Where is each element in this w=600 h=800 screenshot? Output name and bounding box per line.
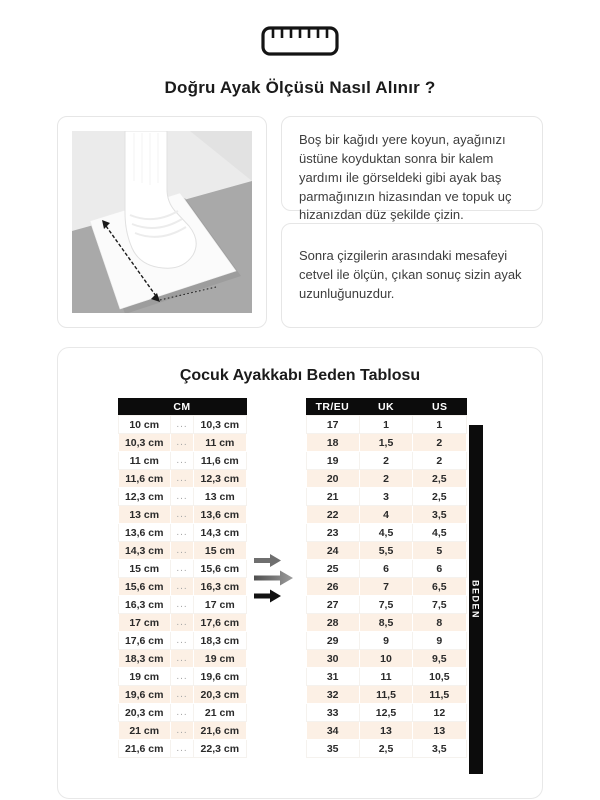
size-value-uk: 11 — [359, 668, 412, 686]
cm-max-value: 17 cm — [194, 596, 246, 614]
size-table-header — [306, 398, 467, 415]
range-dots: ... — [170, 416, 193, 434]
cm-max-value: 21,6 cm — [194, 722, 246, 740]
size-table-row — [306, 704, 466, 722]
cm-table-row — [118, 740, 246, 758]
size-value-tr-eu: 19 — [306, 452, 359, 470]
cm-table-row — [118, 686, 246, 704]
beden-side-label: BEDEN — [470, 579, 481, 619]
size-table-row — [306, 668, 466, 686]
size-table-block — [306, 398, 483, 774]
size-value-uk: 9 — [359, 632, 412, 650]
size-value-uk: 4,5 — [359, 524, 412, 542]
size-value-uk: 7,5 — [359, 596, 412, 614]
size-value-us: 4,5 — [413, 524, 466, 542]
ruler-icon — [261, 26, 339, 61]
cm-table-header: CM — [118, 398, 247, 415]
cm-table-row — [118, 650, 246, 668]
foot-measurement-photo — [72, 300, 252, 317]
size-value-us: 6,5 — [413, 578, 466, 596]
cm-max-value: 15 cm — [194, 542, 246, 560]
size-value-tr-eu: 17 — [306, 416, 359, 434]
size-value-uk: 12,5 — [359, 704, 412, 722]
cm-table-body — [118, 416, 246, 758]
size-value-us: 1 — [413, 416, 466, 434]
size-table-row — [306, 488, 466, 506]
cm-table — [118, 415, 247, 758]
range-dots: ... — [170, 704, 193, 722]
size-value-us: 11,5 — [413, 686, 466, 704]
size-table-row — [306, 722, 466, 740]
measurement-photo-card — [57, 116, 267, 328]
size-value-us: 2,5 — [413, 470, 466, 488]
size-value-tr-eu: 20 — [306, 470, 359, 488]
size-value-us: 9,5 — [413, 650, 466, 668]
range-dots: ... — [170, 740, 193, 758]
cm-table-row — [118, 704, 246, 722]
size-value-tr-eu: 23 — [306, 524, 359, 542]
size-table-row — [306, 524, 466, 542]
page-title: Doğru Ayak Ölçüsü Nasıl Alınır ? — [164, 78, 436, 97]
size-table-row — [306, 614, 466, 632]
cm-max-value: 15,6 cm — [194, 560, 246, 578]
cm-table-row — [118, 434, 246, 452]
cm-min-value: 17,6 cm — [118, 632, 170, 650]
range-dots: ... — [170, 686, 193, 704]
size-value-uk: 10 — [359, 650, 412, 668]
size-table-header-us: US — [431, 400, 448, 413]
size-value-us: 13 — [413, 722, 466, 740]
size-value-us: 5 — [413, 542, 466, 560]
beden-side-bar — [469, 425, 483, 774]
size-table-row — [306, 632, 466, 650]
size-value-tr-eu: 22 — [306, 506, 359, 524]
arrows-column — [247, 550, 306, 611]
size-table-row — [306, 452, 466, 470]
size-value-uk: 1,5 — [359, 434, 412, 452]
size-value-tr-eu: 33 — [306, 704, 359, 722]
cm-table-row — [118, 560, 246, 578]
size-table-row — [306, 470, 466, 488]
size-table-header-uk: UK — [378, 400, 394, 413]
range-dots: ... — [170, 668, 193, 686]
cm-min-value: 13 cm — [118, 506, 170, 524]
cm-table-row — [118, 542, 246, 560]
cm-min-value: 12,3 cm — [118, 488, 170, 506]
size-value-tr-eu: 35 — [306, 740, 359, 758]
size-table-row — [306, 416, 466, 434]
cm-min-value: 11,6 cm — [118, 470, 170, 488]
cm-min-value: 20,3 cm — [118, 704, 170, 722]
cm-min-value: 19 cm — [118, 668, 170, 686]
cm-max-value: 11,6 cm — [194, 452, 246, 470]
size-value-uk: 2 — [359, 452, 412, 470]
size-value-uk: 4 — [359, 506, 412, 524]
cm-table-row — [118, 614, 246, 632]
instruction-column — [281, 116, 543, 328]
size-table-row — [306, 542, 466, 560]
size-value-tr-eu: 29 — [306, 632, 359, 650]
size-value-tr-eu: 24 — [306, 542, 359, 560]
size-table-title: Çocuk Ayakkabı Beden Tablosu — [179, 367, 421, 384]
instruction-step-2: Sonra çizgilerin arasındaki mesafeyi cetvel ile ölçün, çıkan sonuç sizin ayak uzunluğunuzdur. — [281, 223, 543, 328]
header-icon-area — [0, 0, 600, 61]
size-table-header-tr-eu: TR/EU — [315, 400, 350, 413]
size-value-uk: 11,5 — [359, 686, 412, 704]
cm-max-value: 22,3 cm — [194, 740, 246, 758]
size-value-tr-eu: 18 — [306, 434, 359, 452]
size-table-row — [306, 434, 466, 452]
size-value-us: 6 — [413, 560, 466, 578]
cm-table-row — [118, 668, 246, 686]
cm-table-row — [118, 632, 246, 650]
cm-min-value: 13,6 cm — [118, 524, 170, 542]
cm-min-value: 17 cm — [118, 614, 170, 632]
size-value-uk: 2 — [359, 470, 412, 488]
cm-table-row — [118, 470, 246, 488]
size-value-us: 2 — [413, 434, 466, 452]
range-dots: ... — [170, 524, 193, 542]
size-table — [306, 415, 467, 758]
size-table-row — [306, 650, 466, 668]
cm-table-row — [118, 506, 246, 524]
size-transfer-arrows-icon — [253, 550, 299, 611]
cm-min-value: 10 cm — [118, 416, 170, 434]
size-value-us: 2,5 — [413, 488, 466, 506]
howto-section — [57, 116, 543, 328]
size-value-uk: 13 — [359, 722, 412, 740]
size-value-tr-eu: 34 — [306, 722, 359, 740]
size-value-uk: 7 — [359, 578, 412, 596]
cm-min-value: 21,6 cm — [118, 740, 170, 758]
size-table-row — [306, 596, 466, 614]
cm-min-value: 19,6 cm — [118, 686, 170, 704]
size-value-tr-eu: 21 — [306, 488, 359, 506]
cm-table-block — [118, 398, 247, 758]
cm-table-row — [118, 722, 246, 740]
cm-min-value: 21 cm — [118, 722, 170, 740]
size-value-tr-eu: 27 — [306, 596, 359, 614]
cm-max-value: 14,3 cm — [194, 524, 246, 542]
cm-max-value: 11 cm — [194, 434, 246, 452]
range-dots: ... — [170, 596, 193, 614]
size-value-us: 3,5 — [413, 740, 466, 758]
cm-max-value: 19 cm — [194, 650, 246, 668]
size-value-tr-eu: 31 — [306, 668, 359, 686]
cm-table-row — [118, 524, 246, 542]
cm-max-value: 17,6 cm — [194, 614, 246, 632]
size-table-wrap — [306, 398, 467, 758]
range-dots: ... — [170, 506, 193, 524]
cm-max-value: 12,3 cm — [194, 470, 246, 488]
cm-max-value: 10,3 cm — [194, 416, 246, 434]
cm-min-value: 14,3 cm — [118, 542, 170, 560]
cm-table-row — [118, 416, 246, 434]
tables-area — [58, 398, 542, 780]
cm-min-value: 11 cm — [118, 452, 170, 470]
cm-max-value: 21 cm — [194, 704, 246, 722]
size-value-uk: 1 — [359, 416, 412, 434]
size-value-us: 7,5 — [413, 596, 466, 614]
cm-table-row — [118, 488, 246, 506]
cm-table-row — [118, 578, 246, 596]
size-table-body — [306, 416, 466, 758]
size-value-us: 3,5 — [413, 506, 466, 524]
range-dots: ... — [170, 722, 193, 740]
size-value-tr-eu: 26 — [306, 578, 359, 596]
size-value-us: 10,5 — [413, 668, 466, 686]
cm-min-value: 18,3 cm — [118, 650, 170, 668]
size-value-uk: 6 — [359, 560, 412, 578]
range-dots: ... — [170, 542, 193, 560]
size-value-us: 8 — [413, 614, 466, 632]
cm-max-value: 20,3 cm — [194, 686, 246, 704]
cm-max-value: 16,3 cm — [194, 578, 246, 596]
range-dots: ... — [170, 650, 193, 668]
cm-max-value: 13 cm — [194, 488, 246, 506]
range-dots: ... — [170, 470, 193, 488]
range-dots: ... — [170, 452, 193, 470]
cm-max-value: 18,3 cm — [194, 632, 246, 650]
range-dots: ... — [170, 434, 193, 452]
size-table-row — [306, 560, 466, 578]
instruction-step-1: Boş bir kağıdı yere koyun, ayağınızı üstüne koyduktan sonra bir kalem yardımı ile görseldeki gibi ayak baş parmağınızın hizasından ve topuk uç hizanızdan düz şekilde çizin. — [281, 116, 543, 211]
range-dots: ... — [170, 614, 193, 632]
range-dots: ... — [170, 488, 193, 506]
range-dots: ... — [170, 578, 193, 596]
size-value-us: 12 — [413, 704, 466, 722]
cm-min-value: 15 cm — [118, 560, 170, 578]
size-table-row — [306, 578, 466, 596]
size-value-tr-eu: 28 — [306, 614, 359, 632]
size-table-row — [306, 740, 466, 758]
size-table-row — [306, 506, 466, 524]
cm-max-value: 13,6 cm — [194, 506, 246, 524]
size-value-uk: 2,5 — [359, 740, 412, 758]
size-value-us: 9 — [413, 632, 466, 650]
size-value-us: 2 — [413, 452, 466, 470]
size-table-card — [57, 347, 543, 799]
cm-table-row — [118, 596, 246, 614]
size-value-uk: 8,5 — [359, 614, 412, 632]
cm-max-value: 19,6 cm — [194, 668, 246, 686]
cm-min-value: 10,3 cm — [118, 434, 170, 452]
size-value-tr-eu: 30 — [306, 650, 359, 668]
size-value-tr-eu: 32 — [306, 686, 359, 704]
size-value-uk: 5,5 — [359, 542, 412, 560]
size-table-row — [306, 686, 466, 704]
cm-table-row — [118, 452, 246, 470]
range-dots: ... — [170, 632, 193, 650]
size-value-uk: 3 — [359, 488, 412, 506]
cm-min-value: 16,3 cm — [118, 596, 170, 614]
range-dots: ... — [170, 560, 193, 578]
size-value-tr-eu: 25 — [306, 560, 359, 578]
cm-min-value: 15,6 cm — [118, 578, 170, 596]
